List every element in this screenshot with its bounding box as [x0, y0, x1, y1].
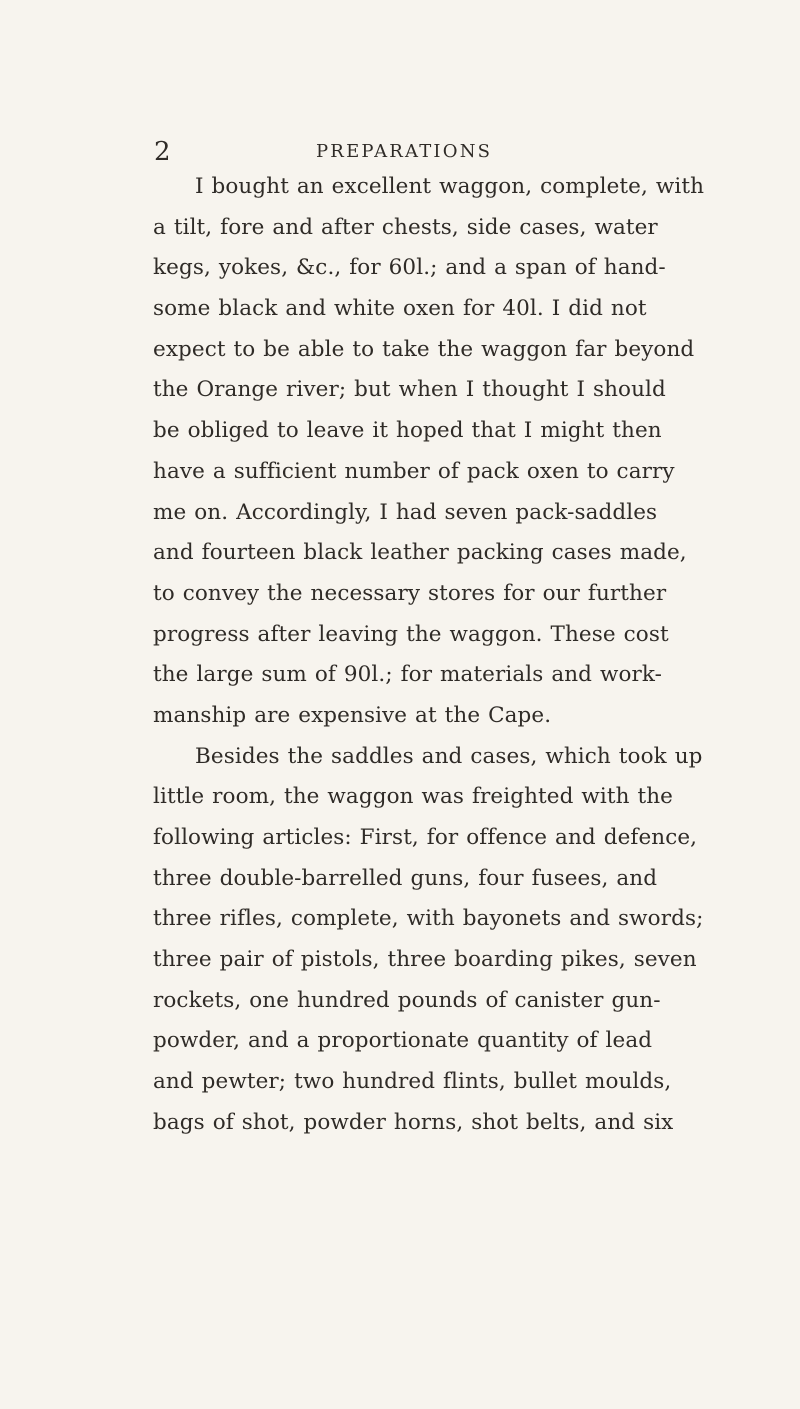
text-line: the large sum of 90l.; for materials and work- [153, 662, 663, 688]
text-line: and pewter; two hundred flints, bullet moulds, [153, 1069, 672, 1095]
text-line: and fourteen black leather packing cases made, [153, 540, 687, 566]
text-line: rockets, one hundred pounds of canister gun- [153, 987, 661, 1013]
text-line: three pair of pistols, three boarding pikes, seven [153, 947, 697, 973]
text-line: Besides the saddles and cases, which took up [195, 743, 703, 769]
page-number: 2 [154, 137, 171, 167]
text-line: manship are expensive at the Cape. [153, 702, 552, 728]
text-line: powder, and a proportionate quantity of lead [153, 1028, 653, 1054]
running-head: PREPARATIONS [316, 141, 493, 162]
text-line: following articles: First, for offence and defence, [153, 825, 698, 850]
text-line: to convey the necessary stores for our further [153, 580, 667, 606]
text-line: progress after leaving the waggon. These cost [153, 621, 669, 647]
text-line: be obliged to leave it hoped that I might then [153, 418, 662, 444]
text-line: kegs, yokes, &c., for 60l.; and a span of hand- [153, 255, 666, 281]
text-line: three double-barrelled guns, four fusees, and [153, 865, 658, 891]
text-line: have a sufficient number of pack oxen to carry [153, 458, 675, 484]
text-line: bags of shot, powder horns, shot belts, and six [153, 1109, 674, 1135]
body-text [153, 167, 705, 1144]
text-line: little room, the waggon was freighted with the [153, 784, 674, 810]
page-header [154, 136, 688, 168]
text-line: some black and white oxen for 40l. I did not [153, 296, 647, 322]
text-line: I bought an excellent waggon, complete, with [195, 174, 705, 199]
text-line: expect to be able to take the waggon far beyond [153, 336, 695, 362]
text-line: three rifles, complete, with bayonets and swords; [153, 906, 704, 932]
text-line: a tilt, fore and after chests, side cases, water [153, 214, 658, 240]
text-line: me on. Accordingly, I had seven pack-saddles [153, 499, 658, 525]
text-line: the Orange river; but when I thought I should [153, 377, 666, 403]
